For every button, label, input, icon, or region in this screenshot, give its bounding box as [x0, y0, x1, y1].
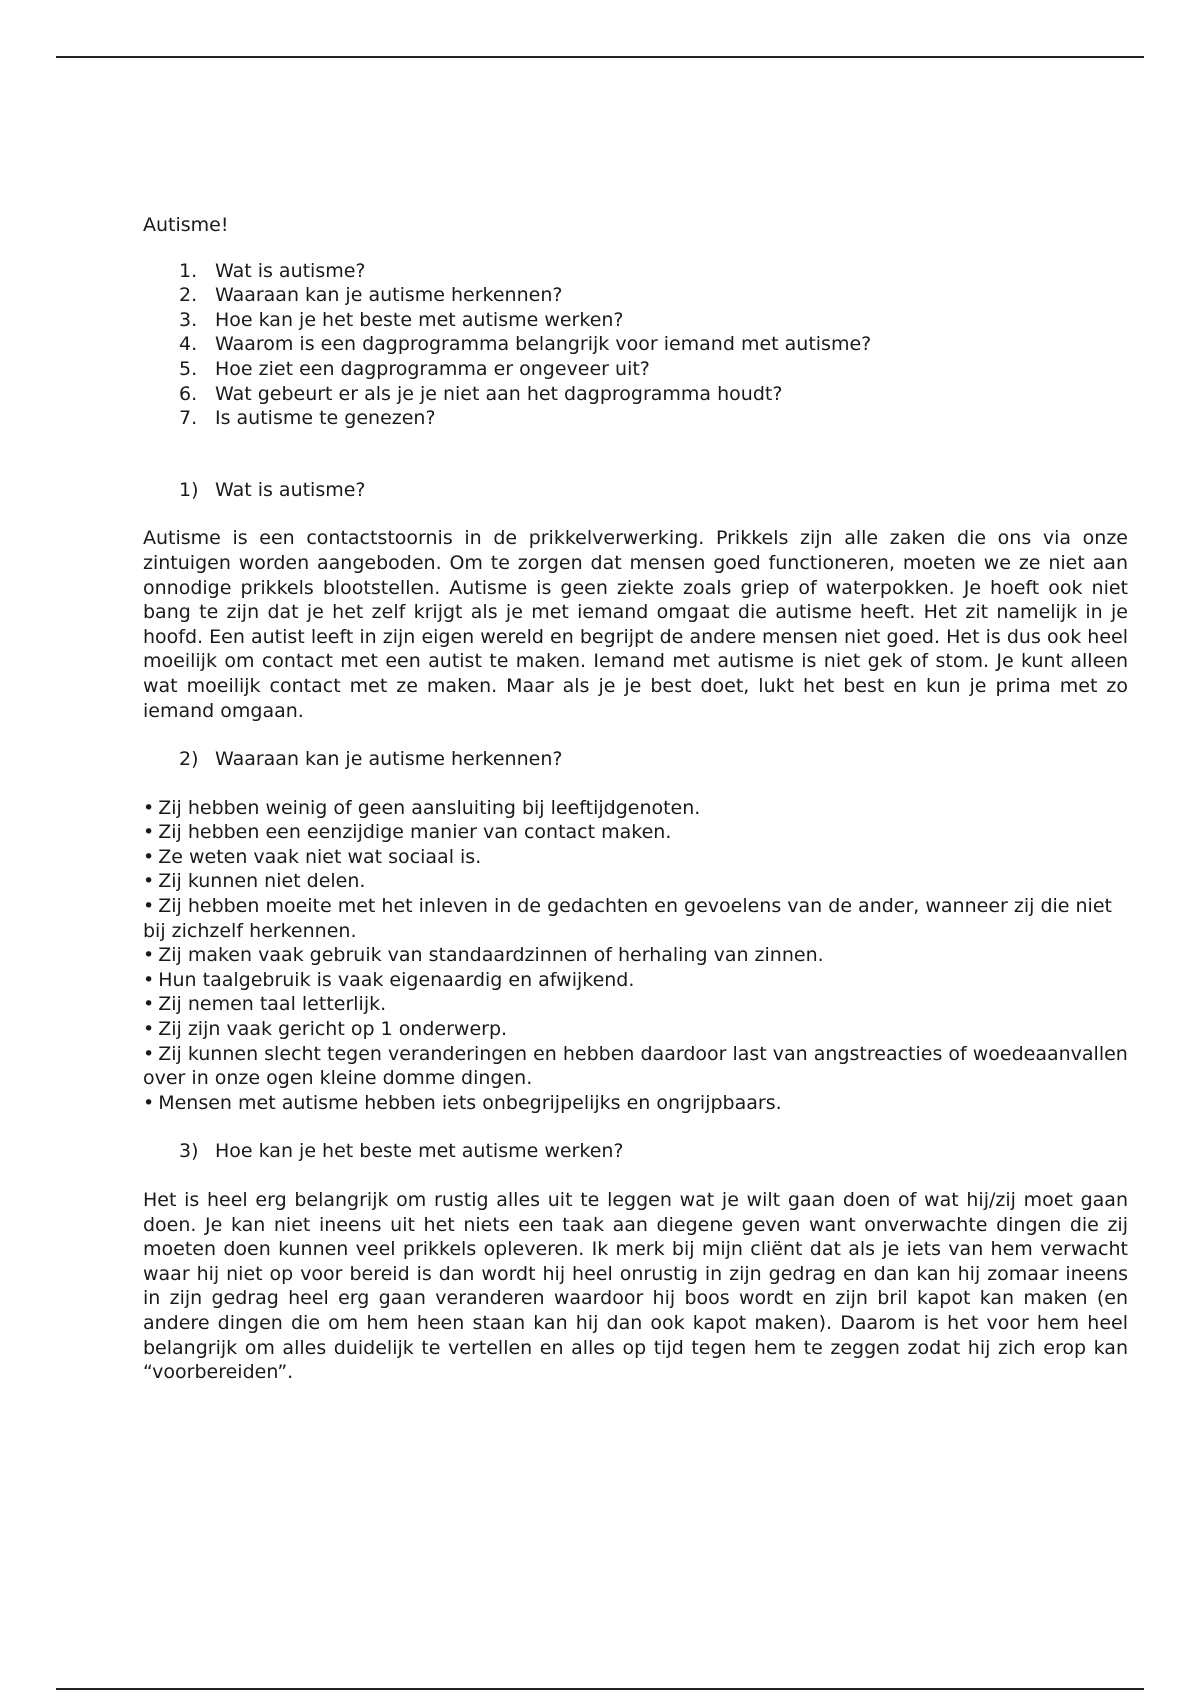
toc-item: [143, 357, 1128, 382]
bullet-item: • Zij hebben een eenzijdige manier van contact maken.: [143, 821, 672, 844]
toc-text: Hoe ziet een dagprogramma er ongeveer uit?: [215, 357, 650, 380]
section-2-number: 2): [179, 748, 199, 771]
toc-text: Is autisme te genezen?: [215, 407, 436, 430]
bullet-item: • Zij zijn vaak gericht op 1 onderwerp.: [143, 1018, 508, 1041]
toc-text: Waarom is een dagprogramma belangrijk voor iemand met autisme?: [215, 333, 872, 356]
section-3-paragraph: Het is heel erg belangrijk om rustig alles uit te leggen wat je wilt gaan doen of wat hij/zij moet gaan doen. Je kan niet ineens uit het niets een taak aan diegene geven want onverwachte dingen die zij moeten doen kunnen veel prikkels opleveren. Ik merk bij mijn cliënt dat als je iets van hem verwacht waar hij niet op voor bereid is dan wordt hij heel onrustig in zijn gedrag en dan kan hij zomaar ineens in zijn gedrag heel erg gaan veranderen waardoor hij boos wordt en zijn bril kapot kan maken (en andere dingen die om hem heen staan kan hij dan ook kapot maken). Daarom is het voor hem heel belangrijk om alles duidelijk te vertellen en alles op tijd tegen hem te zeggen zodat hij zich erop kan “voorbereiden”.: [143, 1189, 1128, 1384]
bullet-item: • Ze weten vaak niet wat sociaal is.: [143, 845, 482, 868]
bullet-item: • Zij kunnen niet delen.: [143, 870, 366, 893]
bullet-icon: •: [143, 1018, 155, 1041]
toc-item: [143, 308, 1128, 333]
section-1-title: Wat is autisme?: [215, 478, 366, 501]
section-3-heading: [143, 1139, 1128, 1164]
bullet-item: • Zij kunnen slecht tegen veranderingen en hebben daardoor last van angstreacties of woedeaanvallen over in onze ogen kleine domme dingen.: [143, 1042, 1128, 1090]
table-of-contents: [143, 259, 1128, 431]
bullet-icon: •: [143, 821, 155, 844]
toc-number: 7.: [179, 407, 198, 430]
bullet-icon: •: [143, 870, 155, 893]
section-1-paragraph: Autisme is een contactstoornis in de prikkelverwerking. Prikkels zijn alle zaken die ons via onze zintuigen worden aangeboden. Om te zorgen dat mensen goed functioneren, moeten we ze niet aan onnodige prikkels blootstellen. Autisme is geen ziekte zoals griep of waterpokken. Je hoeft ook niet bang te zijn dat je het zelf krijgt als je met iemand omgaat die autisme heeft. Het zit namelijk in je hoofd. Een autist leeft in zijn eigen wereld en begrijpt de andere mensen niet goed. Het is dus ook heel moeilijk om contact met een autist te maken. Iemand met autisme is niet gek of stom. Je kunt alleen wat moeilijk contact met ze maken. Maar als je je best doet, lukt het best en kun je prima met zo iemand omgaan.: [143, 527, 1128, 722]
bullet-item: • Mensen met autisme hebben iets onbegrijpelijks en ongrijpbaars.: [143, 1091, 782, 1114]
bullet-item: • Zij hebben moeite met het inleven in de gedachten en gevoelens van de ander, wanneer zij die niet bij zichzelf herkennen.: [143, 895, 1112, 942]
bullet-item: • Zij nemen taal letterlijk.: [143, 993, 387, 1016]
toc-text: Wat gebeurt er als je je niet aan het dagprogramma houdt?: [215, 382, 783, 405]
toc-number: 3.: [179, 308, 198, 331]
toc-item: [143, 259, 1128, 284]
toc-number: 1.: [179, 259, 198, 282]
bullet-icon: •: [143, 968, 155, 991]
toc-item: [143, 332, 1128, 357]
document-title: Autisme!: [143, 214, 229, 236]
bullet-icon: •: [143, 1091, 155, 1114]
bullet-icon: •: [143, 944, 155, 967]
section-1-number: 1): [179, 478, 199, 501]
bullet-item: • Zij maken vaak gebruik van standaardzinnen of herhaling van zinnen.: [143, 944, 824, 967]
toc-number: 6.: [179, 382, 198, 405]
section-2-bullet-list: [143, 796, 1128, 1116]
toc-text: Wat is autisme?: [215, 259, 366, 282]
top-rule: [56, 56, 1144, 58]
toc-number: 2.: [179, 284, 198, 307]
document-body: [143, 213, 1128, 1385]
toc-text: Waaraan kan je autisme herkennen?: [215, 284, 563, 307]
toc-item: [143, 406, 1128, 431]
bullet-icon: •: [143, 895, 155, 918]
section-2-heading: [143, 747, 1128, 772]
bullet-icon: •: [143, 1042, 155, 1065]
toc-item: [143, 382, 1128, 407]
bottom-rule: [56, 1688, 1144, 1690]
bullet-item: • Hun taalgebruik is vaak eigenaardig en afwijkend.: [143, 968, 635, 991]
section-3-number: 3): [179, 1140, 199, 1163]
toc-number: 4.: [179, 333, 198, 356]
section-1-heading: [143, 478, 1128, 503]
section-2-title: Waaraan kan je autisme herkennen?: [215, 748, 563, 771]
toc-number: 5.: [179, 357, 198, 380]
bullet-icon: •: [143, 796, 155, 819]
bullet-icon: •: [143, 993, 155, 1016]
bullet-item: • Zij hebben weinig of geen aansluiting bij leeftijdgenoten.: [143, 796, 701, 819]
section-3-title: Hoe kan je het beste met autisme werken?: [215, 1140, 624, 1163]
toc-text: Hoe kan je het beste met autisme werken?: [215, 308, 624, 331]
toc-item: [143, 283, 1128, 308]
bullet-icon: •: [143, 845, 155, 868]
